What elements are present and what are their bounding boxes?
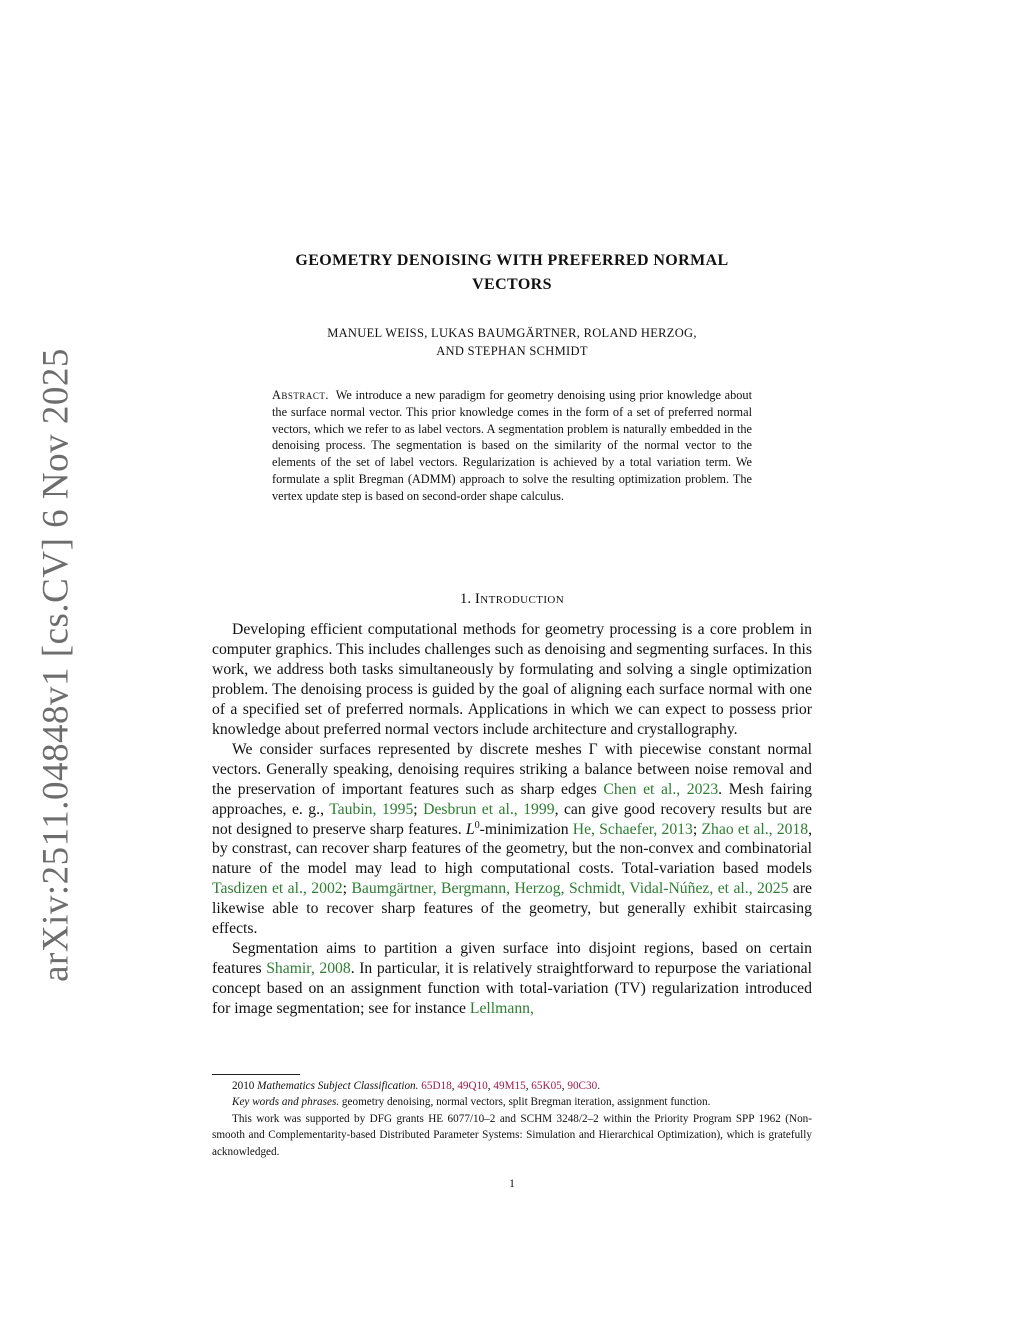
msc-code-link[interactable]: 90C30 — [567, 1080, 598, 1092]
footnote-msc: 2010 Mathematics Subject Classification. 65D18, 49Q10, 49M15, 65K05, 90C30. — [232, 1080, 600, 1092]
p2-text: ; — [692, 820, 702, 838]
citation-link[interactable]: Tasdizen et al., 2002 — [212, 880, 343, 898]
p2-text: ; — [413, 800, 424, 818]
citation-link[interactable]: Baumgärtner, Bergmann, Herzog, Schmidt, Vidal-Núñez, et al., 2025 — [351, 880, 789, 898]
p2-text: -minimization — [479, 820, 573, 838]
citation-link[interactable]: Shamir, 2008 — [266, 960, 351, 978]
paragraph-1: Developing efficient computational methods for geometry processing is a core problem in computer graphics. This includes challenges such as denoising and segmenting surfaces. In this work, we address both tasks simultaneously by formulating and solving a single optimization problem. The denoising process is guided by the goal of aligning each surface normal with one of a specified set of preferred normals. Applications in which we can expect to possess prior knowledge about preferred normal vectors include architecture and crystallography. — [212, 621, 812, 738]
arxiv-identifier-stamp: arXiv:2511.04848v1 [cs.CV] 6 Nov 2025 — [35, 348, 77, 982]
p2-text: , can give good recovery results but are not designed to preserve sharp features. — [212, 800, 812, 838]
p2-text: ; — [342, 880, 352, 898]
msc-code-link[interactable]: 65K05 — [531, 1080, 562, 1092]
msc-code-link[interactable]: 49M15 — [493, 1080, 526, 1092]
abstract-text: We introduce a new paradigm for geometry denoising using prior knowledge about the surface normal vector. This prior knowledge comes in the form of a set of preferred normal vectors, which we refer to as label vectors. A segmentation problem is naturally embedded in the denoising process. The segmentation is based on the similarity of the normal vector to the elements of the set of label vectors. Regularization is achieved by a total variation term. We formulate a split Bregman (ADMM) approach to solve the resulting optimization problem. The vertex update step is based on second-order shape calculus. — [272, 388, 752, 503]
paper-title — [212, 249, 812, 297]
footnote-funding: This work was supported by DFG grants HE 6077/10–2 and SCHM 3248/2–2 within the Priority Program SPP 1962 (Non-smooth and Complementarity-based Distributed Parameter Systems: Simulation and Hierarchical Optimization), which is gratefully acknowledged. — [212, 1112, 812, 1158]
footnote-divider — [212, 1074, 300, 1075]
msc-code-link[interactable]: 65D18 — [421, 1080, 452, 1092]
citation-link[interactable]: Desbrun et al., 1999 — [423, 800, 555, 818]
page-number: 1 — [509, 1178, 515, 1190]
paragraph-2 — [212, 740, 812, 940]
p2-text: We consider surfaces represented by discrete meshes Γ with piecewise constant normal vectors. Generally speaking, denoising requires striking a balance between noise removal and the preservation of important features such as sharp edges — [212, 740, 812, 798]
title-line-2: VECTORS — [472, 276, 552, 293]
footnotes — [212, 1078, 812, 1160]
authors-line-2: AND STEPHAN SCHMIDT — [436, 344, 588, 358]
citation-link[interactable]: Zhao et al., 2018 — [701, 820, 809, 838]
math-superscript: 0 — [474, 819, 480, 831]
keywords-text: geometry denoising, normal vectors, split Bregman iteration, assignment function. — [341, 1096, 711, 1109]
citation-link[interactable]: Lellmann, — [469, 1000, 534, 1018]
citation-link[interactable]: He, Schaefer, 2013 — [572, 820, 693, 838]
footnote-keywords — [212, 1094, 812, 1110]
p2-text: . Mesh fairing approaches, e. g., — [212, 780, 812, 818]
abstract-label: Abstract — [272, 388, 326, 402]
section-name: Introduction — [474, 591, 565, 607]
section-heading-introduction — [212, 591, 812, 608]
paragraph-3 — [212, 939, 812, 1019]
p2-text: , by constrast, can recover sharp features of the geometry, but the non-convex and combinatorial nature of the model may lead to high computational costs. Total-variation based models — [212, 820, 813, 878]
p3-text: . In particular, it is relatively straightforward to repurpose the variational concept based on an assignment function with total-variation (TV) regularization introduced for image segmentation; see for instance — [212, 960, 812, 1018]
citation-link[interactable]: Chen et al., 2023 — [603, 780, 719, 798]
math-l-symbol: L — [465, 820, 475, 838]
msc-code-link[interactable]: 49Q10 — [457, 1080, 488, 1092]
author-list — [212, 324, 812, 360]
p3-text: Segmentation aims to partition a given surface into disjoint regions, based on certain features — [212, 940, 812, 978]
abstract: Abstract. We introduce a new paradigm for geometry denoising using prior knowledge about the surface normal vector. This prior knowledge comes in the form of a set of preferred normal vectors, which we refer to as label vectors. A segmentation problem is naturally embedded in the denoising process. The segmentation is based on the similarity of the normal vector to the elements of the set of label vectors. Regularization is achieved by a total variation term. We formulate a split Bregman (ADMM) approach to solve the resulting optimization problem. The vertex update step is based on second-order shape calculus. — [272, 388, 752, 503]
body-text — [212, 620, 812, 1019]
section-number: 1. — [459, 591, 472, 607]
msc-year: 2010 — [232, 1080, 258, 1092]
p2-text: are likewise able to recover sharp features of the geometry, but generally exhibit staircasing effects. — [212, 880, 813, 938]
authors-line-1: MANUEL WEISS, LUKAS BAUMGÄRTNER, ROLAND HERZOG, — [327, 326, 697, 340]
msc-label: Mathematics Subject Classification. — [257, 1080, 419, 1092]
citation-link[interactable]: Taubin, 1995 — [329, 800, 414, 818]
keywords-label: Key words and phrases. — [232, 1096, 340, 1109]
title-line-1: GEOMETRY DENOISING WITH PREFERRED NORMAL — [295, 252, 729, 269]
